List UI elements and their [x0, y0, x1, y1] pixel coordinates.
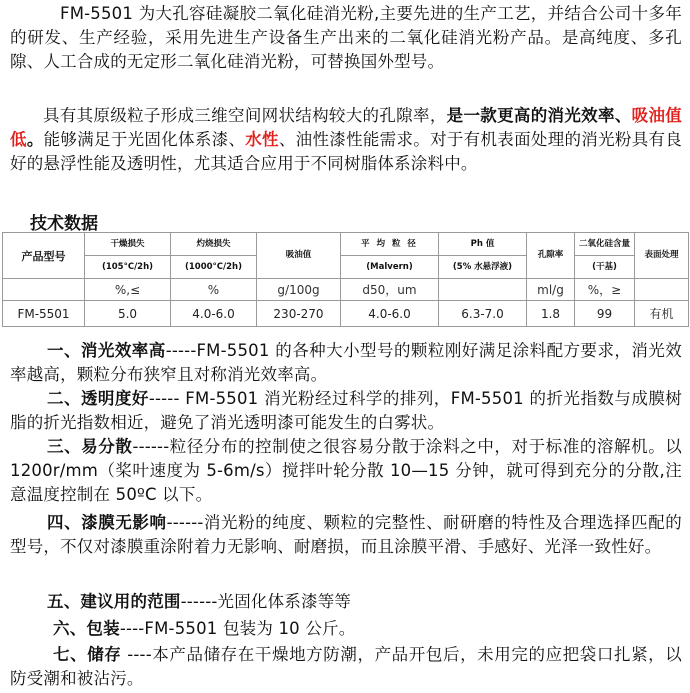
- feature-item-7: [10, 643, 682, 691]
- intro-p2-plain-a: 具有其原级粒子形成三维空间网状结构较大的孔隙率，: [43, 106, 447, 125]
- feature-item-1-tag: 一、消光效率高: [47, 341, 166, 360]
- header-ignition-loss: 灼烧损失: [171, 233, 257, 256]
- intro-p2-plain-e: 能够满足于光固化体系漆、: [43, 130, 246, 149]
- feature-item-6: [10, 617, 682, 641]
- intro-p2-red-waterborne: 水性: [245, 130, 279, 149]
- section-title-tech-data: 技术数据: [30, 214, 98, 234]
- feature-item-3-tag: 三、易分散: [47, 437, 133, 456]
- header-drying-loss-sub: (105°C/2h): [85, 256, 171, 279]
- header-ph-sub: (5% 水悬浮液): [439, 256, 527, 279]
- value-surface-treatment: 有机: [635, 301, 689, 327]
- intro-p2-bold-efficiency: 是一款更高的消光效率、: [446, 106, 632, 125]
- intro-paragraph-2: [10, 104, 682, 176]
- table-header-row-1: [3, 233, 689, 256]
- intro-paragraph-1: [10, 2, 682, 74]
- header-particle-size: 平 均 粒 径: [341, 233, 439, 256]
- value-ph: 6.3-7.0: [439, 301, 527, 327]
- feature-item-4-text: ------消光粉的纯度、颗粒的完整性、耐研磨的特性及合理选择匹配的型号，不仅对漆膜重涂附着力无影响、耐磨损，而且涂膜平滑、手感好、光泽一致性好。: [10, 513, 682, 556]
- value-oil-absorption: 230-270: [257, 301, 341, 327]
- value-particle-size: 4.0-6.0: [341, 301, 439, 327]
- intro-p2-red-oil-absorption: 吸油值低: [10, 106, 682, 149]
- feature-item-6-text: ----FM-5501 包装为 10 公斤。: [119, 619, 356, 638]
- value-porosity: 1.8: [527, 301, 575, 327]
- unit-model: [3, 279, 85, 301]
- header-particle-size-sub: (Malvern): [341, 256, 439, 279]
- unit-oil-absorption: g/100g: [257, 279, 341, 301]
- value-model: FM-5501: [3, 301, 85, 327]
- table-header-row-2: [3, 256, 689, 279]
- value-silica-content: 99: [575, 301, 635, 327]
- table-unit-row: [3, 279, 689, 301]
- feature-item-2: [10, 387, 682, 435]
- unit-silica-content: %，≥: [575, 279, 635, 301]
- feature-item-5: [10, 590, 682, 614]
- intro-p1-text: FM-5501 为大孔容硅凝胶二氧化硅消光粉,主要先进的生产工艺，并结合公司十多年的研发、生产经验，采用先进生产设备生产出来的二氧化硅消光粉产品。是高纯度、多孔隙、人工合成的无定形二氧化硅消光粉，可替换国外型号。: [10, 4, 682, 71]
- feature-item-1-text: -----FM-5501 的各种大小型号的颗粒刚好满足涂料配方要求，消光效率越高，颗粒分布狭窄且对称消光效率高。: [10, 341, 682, 384]
- intro-p2-plain-g: 、油性漆性能需求。对于有机表面处理的消光粉具有良好的悬浮性能及透明性，尤其适合应用于不同树脂体系涂料中。: [10, 130, 682, 173]
- unit-drying-loss: %,≤: [85, 279, 171, 301]
- feature-item-6-tag: 六、包装: [53, 619, 120, 638]
- feature-item-5-text: ------光固化体系漆等等: [180, 592, 352, 611]
- unit-ph: [439, 279, 527, 301]
- feature-item-2-tag: 二、透明度好: [47, 389, 149, 408]
- feature-item-4: [10, 511, 682, 559]
- header-surface-treatment: 表面处理: [635, 233, 689, 279]
- feature-item-5-tag: 五、建议用的范围: [47, 592, 181, 611]
- unit-particle-size: d50，um: [341, 279, 439, 301]
- intro-p2-bold-period: 。: [26, 130, 44, 149]
- header-ph: Ph 值: [439, 233, 527, 256]
- header-oil-absorption: 吸油值: [257, 233, 341, 279]
- header-model: 产品型号: [3, 233, 85, 279]
- feature-item-7-tag: 七、储存: [53, 645, 122, 664]
- feature-item-1: [10, 339, 682, 387]
- feature-item-7-text: ----本产品储存在干燥地方防潮，产品开包后，未用完的应把袋口扎紧，以防受潮和被沾污。: [10, 645, 682, 688]
- value-ignition-loss: 4.0-6.0: [171, 301, 257, 327]
- spec-table: [2, 232, 689, 327]
- unit-porosity: ml/g: [527, 279, 575, 301]
- header-silica-content-sub: (干基): [575, 256, 635, 279]
- header-silica-content: 二氧化硅含量: [575, 233, 635, 256]
- header-drying-loss: 干燥损失: [85, 233, 171, 256]
- table-row: [3, 301, 689, 327]
- unit-surface-treatment: [635, 279, 689, 301]
- feature-item-2-text: ----- FM-5501 消光粉经过科学的排列，FM-5501 的折光指数与成膜树脂的折光指数相近，避免了消光透明漆可能发生的白雾状。: [10, 389, 683, 432]
- value-drying-loss: 5.0: [85, 301, 171, 327]
- unit-ignition-loss: %: [171, 279, 257, 301]
- header-ignition-loss-sub: (1000°C/2h): [171, 256, 257, 279]
- header-porosity: 孔隙率: [527, 233, 575, 279]
- feature-item-3-text: ------粒径分布的控制使之很容易分散于涂料之中，对于标准的溶解机。以 1200r/mm（桨叶速度为 5-6m/s）搅拌叶轮分散 10—15 分钟，就可得到充分的分散,注意温度控制在 50ºC 以下。: [10, 437, 682, 504]
- feature-item-3: [10, 435, 682, 507]
- feature-item-4-tag: 四、漆膜无影响: [47, 513, 167, 532]
